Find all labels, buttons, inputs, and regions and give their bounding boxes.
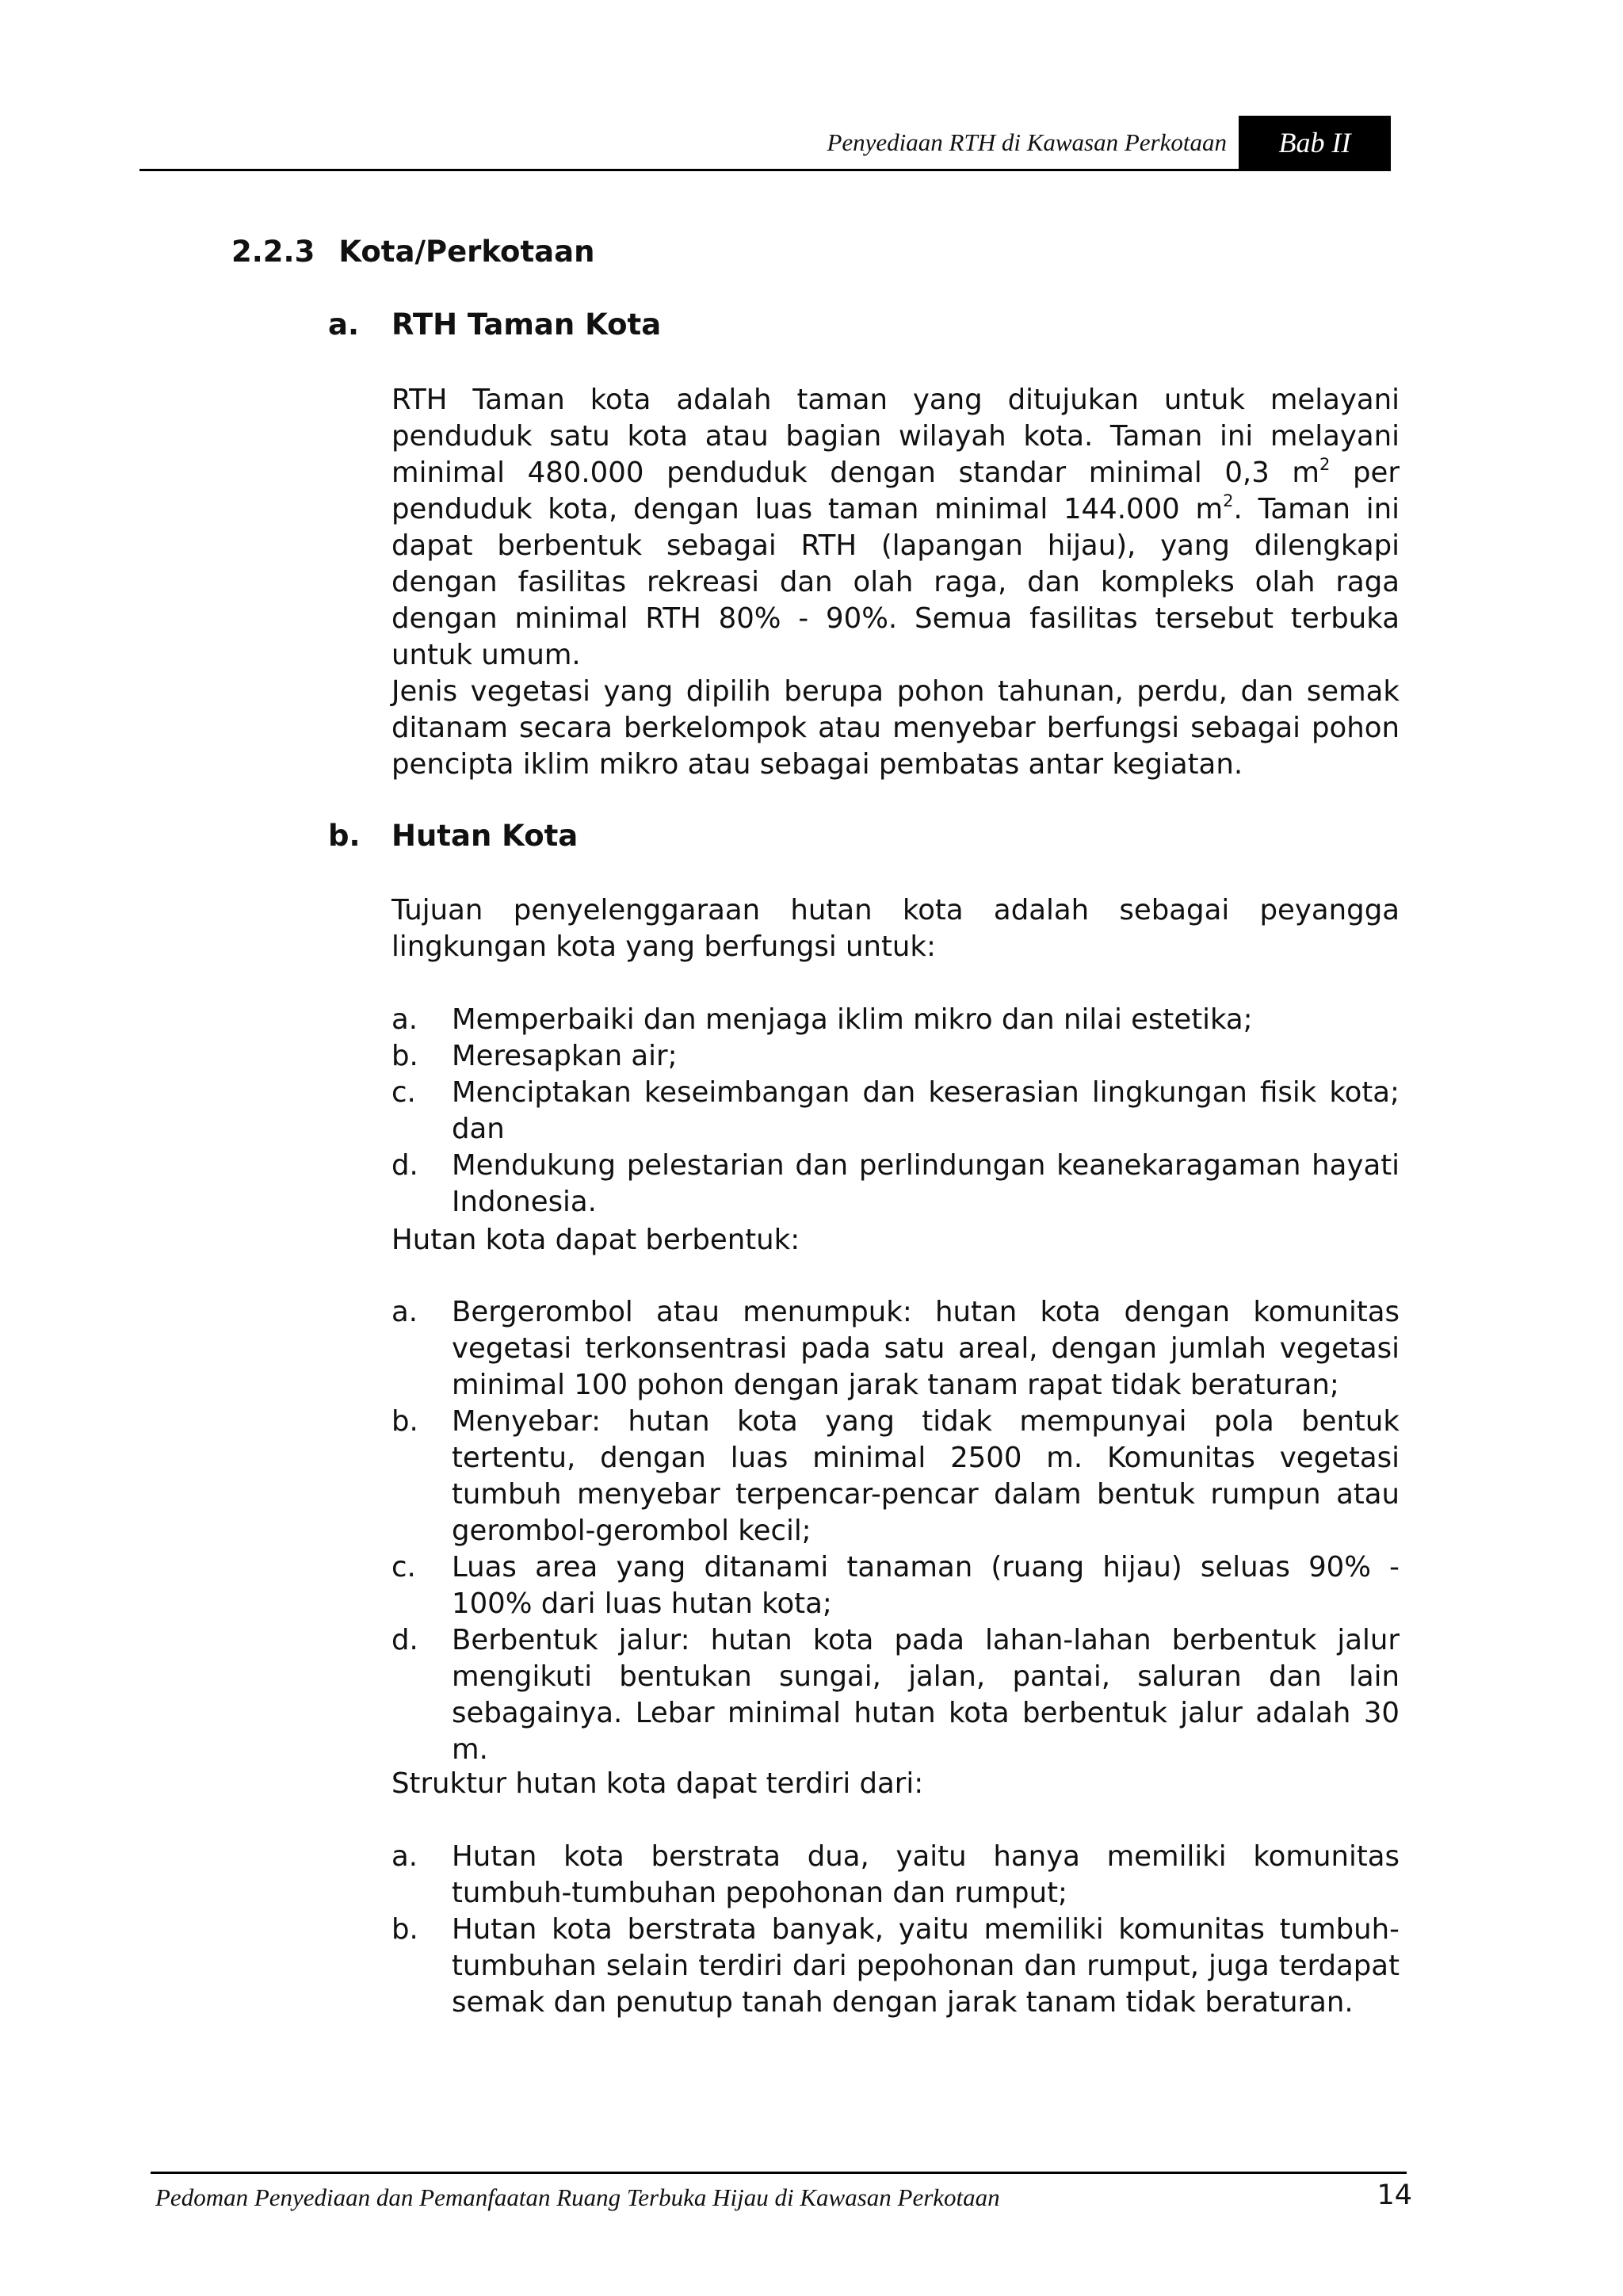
list-text: Hutan kota berstrata dua, yaitu hanya memiliki komunitas tumbuh-tumbuhan pepohonan dan rumput; [452,1840,1400,1909]
list-item [391,1549,1400,1622]
structure-intro: Struktur hutan kota dapat terdiri dari: [391,1767,924,1800]
purpose-list [391,1002,1400,1221]
list-text: Memperbaiki dan menjaga iklim mikro dan nilai estetika; [452,1003,1253,1036]
list-marker: d. [391,1624,418,1656]
list-marker: a. [391,1003,418,1036]
list-marker: c. [391,1076,416,1109]
list-text: Meresapkan air; [452,1040,678,1072]
hutan-kota-intro: Tujuan penyelenggaraan hutan kota adalah sebagai peyangga lingkungan kota yang berfungsi untuk: [391,894,1400,963]
list-marker: c. [391,1551,416,1584]
chapter-badge: Bab II [1239,116,1391,170]
forms-list [391,1294,1400,1768]
list-item [391,1404,1400,1549]
list-item [391,1038,1400,1075]
list-item [391,1622,1400,1768]
subsection-a-title: RTH Taman Kota [391,308,662,342]
list-text: Hutan kota berstrata banyak, yaitu memiliki komunitas tumbuh-tumbuhan selain terdiri dari pepohonan dan rumput, juga terdapat semak dan penutup tanah dengan jarak tanam tidak beraturan. [452,1913,1400,2019]
list-marker: d. [391,1149,418,1182]
list-item [391,1294,1400,1404]
list-item [391,1148,1400,1221]
page-number: 14 [1377,2179,1412,2211]
section-number: 2.2.3 [231,235,315,269]
list-marker: a. [391,1840,418,1873]
p1-text-1: RTH Taman kota adalah taman yang ditujukan untuk melayani penduduk satu kota atau bagian wilayah kota. Taman ini melayani minimal 480.000 penduduk dengan standar minimal 0,3 m [391,384,1400,489]
list-text: Menciptakan keseimbangan dan keserasian lingkungan fisik kota; dan [452,1076,1400,1145]
taman-kota-paragraph-1 [391,382,1400,674]
list-text: Mendukung pelestarian dan perlindungan keanekaragaman hayati Indonesia. [452,1149,1400,1218]
list-text: Berbentuk jalur: hutan kota pada lahan-lahan berbentuk jalur mengikuti bentukan sungai, jalan, pantai, saluran dan lain sebagainya. Lebar minimal hutan kota berbentuk jalur adalah 30 m. [452,1624,1400,1766]
subsection-b-title: Hutan Kota [391,819,579,853]
list-marker: b. [391,1040,418,1072]
footer-title: Pedoman Penyediaan dan Pemanfaatan Ruang Terbuka Hijau di Kawasan Perkotaan [155,2183,1000,2211]
list-item [391,1912,1400,2021]
running-header-title: Penyediaan RTH di Kawasan Perkotaan [827,128,1227,156]
forms-intro: Hutan kota dapat berbentuk: [391,1224,800,1256]
superscript-1: 2 [1319,455,1331,475]
header-divider [139,169,1391,171]
list-item [391,1075,1400,1148]
footer-divider [151,2172,1407,2174]
p1-text-2: per penduduk kota, dengan luas taman minimal 144.000 m [391,457,1400,525]
list-text: Menyebar: hutan kota yang tidak mempunyai pola bentuk tertentu, dengan luas minimal 2500 m. Komunitas vegetasi tumbuh menyebar terpencar-pencar dalam bentuk rumpun atau gerombol-gerombol kecil; [452,1405,1400,1547]
taman-kota-paragraph-2: Jenis vegetasi yang dipilih berupa pohon tahunan, perdu, dan semak ditanam secara berkelompok atau menyebar berfungsi sebagai pohon pencipta iklim mikro atau sebagai pembatas antar kegiatan. [391,675,1400,781]
list-marker: a. [391,1296,418,1328]
list-item [391,1002,1400,1038]
list-text: Luas area yang ditanami tanaman (ruang hijau) seluas 90% - 100% dari luas hutan kota; [452,1551,1400,1620]
section-heading [231,235,594,269]
p1-text-3: . Taman ini dapat berbentuk sebagai RTH (lapangan hijau), yang dilengkapi dengan fasilitas rekreasi dan olah raga, dan kompleks olah raga dengan minimal RTH 80% - 90%. Semua fasilitas tersebut terbuka untuk umum. [391,493,1400,671]
section-title: Kota/Perkotaan [338,235,595,269]
structure-list [391,1839,1400,2021]
list-marker: b. [391,1913,418,1946]
superscript-2: 2 [1223,491,1234,511]
list-text: Bergerombol atau menumpuk: hutan kota dengan komunitas vegetasi terkonsentrasi pada satu areal, dengan jumlah vegetasi minimal 100 pohon dengan jarak tanam rapat tidak beraturan; [452,1296,1400,1401]
subsection-a-marker: a. [328,308,360,342]
list-marker: b. [391,1405,418,1438]
list-item [391,1839,1400,1912]
subsection-b-marker: b. [328,819,361,853]
